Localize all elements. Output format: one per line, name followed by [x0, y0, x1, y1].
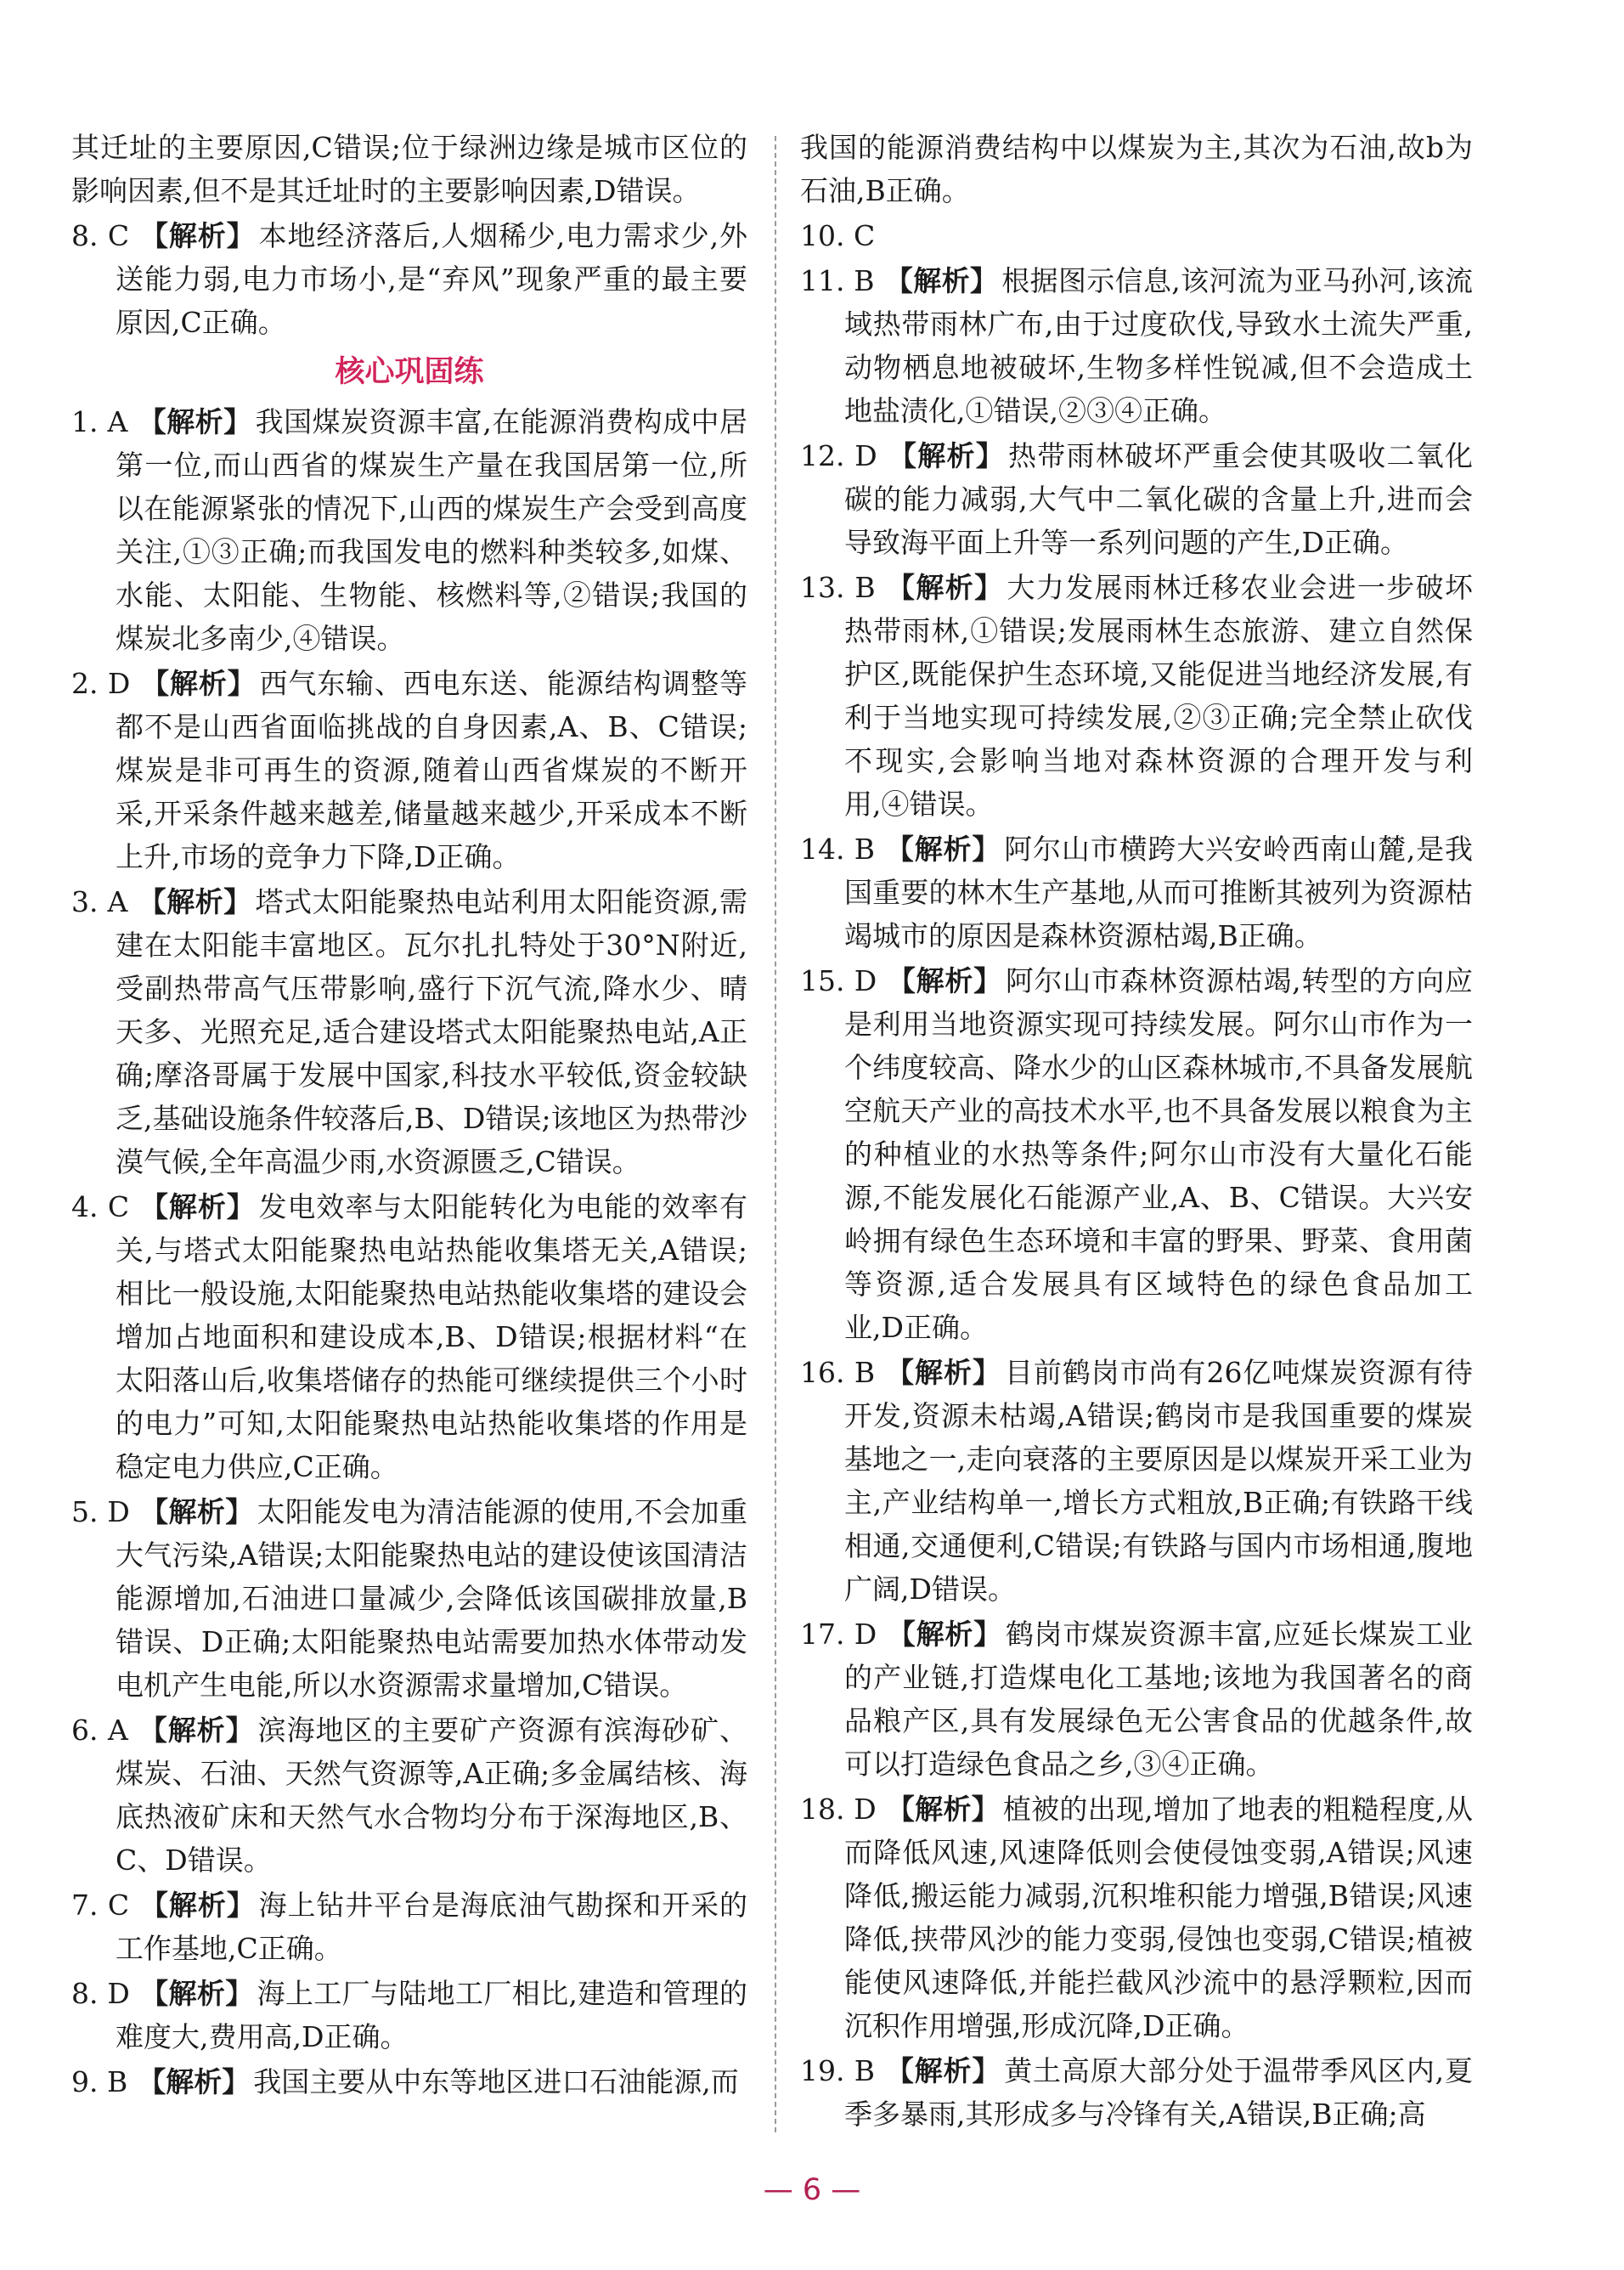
answer-text: 黄土高原大部分处于温带季风区内,夏季多暴雨,其形成多与冷锋有关,A错误,B正确;高 — [844, 2054, 1473, 2131]
left-column — [71, 126, 747, 2105]
continued-text: 其迁址的主要原因,C错误;位于绿洲边缘是城市区位的影响因素,但不是其迁址时的主要影响因素,D错误。 — [71, 131, 747, 207]
analysis-tag: 【解析】 — [885, 2054, 1001, 2087]
answer-item — [71, 1708, 747, 1882]
answer-number: 15. D — [800, 964, 877, 997]
analysis-tag: 【解析】 — [885, 1356, 1001, 1389]
analysis-tag: 【解析】 — [138, 2065, 251, 2098]
answer-text: 阿尔山市横跨大兴安岭西南山麓,是我国重要的林木生产基地,从而可推断其被列为资源枯竭城市的原因是森林资源枯竭,B正确。 — [844, 833, 1473, 952]
answer-item — [800, 259, 1473, 432]
section-title: 核心巩固练 — [335, 355, 484, 389]
analysis-tag: 【解析】 — [138, 885, 252, 918]
answer-text: 我国煤炭资源丰富,在能源消费构成中居第一位,而山西省的煤炭生产量在我国居第一位,所以在能源紧张的情况下,山西的煤炭生产会受到高度关注,①③正确;而我国发电的燃料种类较多,如煤、水能、太阳能、生物能、核燃料等,②错误;我国的煤炭北多南少,④错误。 — [116, 405, 747, 655]
answer-number: 6. A — [71, 1714, 128, 1747]
answer-text: 热带雨林破坏严重会使其吸收二氧化碳的能力减弱,大气中二氧化碳的含量上升,进而会导致海平面上升等一系列问题的产生,D正确。 — [844, 439, 1474, 559]
answer-number: 1. A — [71, 405, 128, 438]
answer-number: 4. C — [71, 1190, 130, 1223]
answer-number: 18. D — [800, 1793, 877, 1826]
answer-item — [800, 959, 1473, 1349]
answer-text: 本地经济落后,人烟稀少,电力需求少,外送能力弱,电力市场小,是“弃风”现象严重的最主要原因,C正确。 — [116, 219, 747, 339]
answer-text: 大力发展雨林迁移农业会进一步破坏热带雨林,①错误;发展雨林生态旅游、建立自然保护区,既能保护生态环境,又能促进当地经济发展,有利于当地实现可持续发展,②③正确;完全禁止砍伐不现实,会影响当地对森林资源的合理开发与利用,④错误。 — [844, 571, 1474, 821]
answer-item — [800, 1612, 1473, 1786]
analysis-tag: 【解析】 — [887, 439, 1006, 472]
column-divider — [775, 136, 776, 2132]
answer-number: 13. B — [800, 571, 876, 604]
answer-number: 8. C — [71, 219, 130, 252]
answer-item — [800, 566, 1473, 826]
analysis-tag: 【解析】 — [887, 964, 1002, 997]
analysis-tag: 【解析】 — [885, 571, 1004, 604]
answer-number: 3. A — [71, 885, 128, 918]
answer-text: 目前鹤岗市尚有26亿吨煤炭资源有待开发,资源未枯竭,A错误;鹤岗市是我国重要的煤炭基地之一,走向衰落的主要原因是以煤炭开采工业为主,产业结构单一,增长方式粗放,B正确;有铁路干线相通,交通便利,C错误;有铁路与国内市场相通,腹地广阔,D错误。 — [844, 1356, 1474, 1606]
answer-item — [800, 214, 1473, 257]
answer-number: 12. D — [800, 439, 877, 472]
page-number: — 6 — — [763, 2173, 861, 2207]
answer-text: 塔式太阳能聚热电站利用太阳能资源,需建在太阳能丰富地区。瓦尔扎扎特处于30°N附近,受副热带高气压带影响,盛行下沉气流,降水少、晴天多、光照充足,适合建设塔式太阳能聚热电站,A正确;摩洛哥属于发展中国家,科技水平较低,资金较缺乏,基础设施条件较落后,B、D错误;该地区为热带沙漠气候,全年高温少雨,水资源匮乏,C错误。 — [116, 885, 747, 1178]
analysis-tag: 【解析】 — [139, 1190, 256, 1223]
answer-text: 根据图示信息,该河流为亚马孙河,该流域热带雨林广布,由于过度砍伐,导致水土流失严重,动物栖息地被破坏,生物多样性锐减,但不会造成土地盐渍化,①错误,②③④正确。 — [844, 264, 1473, 427]
answer-text: 鹤岗市煤炭资源丰富,应延长煤炭工业的产业链,打造煤电化工基地;该地为我国著名的商品粮产区,具有发展绿色无公害食品的优越条件,故可以打造绿色食品之乡,③④正确。 — [844, 1618, 1473, 1781]
analysis-tag: 【解析】 — [886, 1793, 1000, 1826]
answer-text: 植被的出现,增加了地表的粗糙程度,从而降低风速,风速降低则会使侵蚀变弱,A错误;风速降低,搬运能力减弱,沉积堆积能力增强,B错误;风速降低,挟带风沙的能力变弱,侵蚀也变弱,C错误;植被能使风速降低,并能拦截风沙流中的悬浮颗粒,因而沉积作用增强,形成沉降,D正确。 — [844, 1793, 1473, 2042]
analysis-tag: 【解析】 — [139, 1977, 254, 2010]
answer-text: 海上工厂与陆地工厂相比,建造和管理的难度大,费用高,D正确。 — [116, 1977, 748, 2053]
answer-item — [71, 1185, 747, 1488]
answer-item — [71, 880, 747, 1183]
answer-number: 14. B — [800, 833, 876, 866]
analysis-tag: 【解析】 — [885, 833, 1001, 866]
answer-item — [71, 214, 747, 344]
answer-number: 9. B — [71, 2065, 128, 2098]
answer-number: 10. C — [800, 219, 876, 252]
answer-text: 太阳能发电为清洁能源的使用,不会加重大气污染,A错误;太阳能聚热电站的建设使该国清洁能源增加,石油进口量减少,会降低该国碳排放量,B错误、D正确;太阳能聚热电站需要加热水体带动发电机产生电能,所以水资源需求量增加,C错误。 — [116, 1495, 748, 1702]
answer-text: 海上钻井平台是海底油气勘探和开采的工作基地,C正确。 — [116, 1889, 747, 1965]
analysis-tag: 【解析】 — [138, 1714, 255, 1747]
answer-item — [800, 1787, 1473, 2047]
analysis-tag: 【解析】 — [884, 264, 999, 297]
answer-text: 我国主要从中东等地区进口石油能源,而 — [253, 2065, 739, 2098]
answer-item — [800, 827, 1473, 957]
answer-number: 2. D — [71, 667, 131, 700]
answer-number: 8. D — [71, 1977, 130, 2010]
continued-text: 我国的能源消费结构中以煤炭为主,其次为石油,故b为石油,B正确。 — [800, 131, 1473, 207]
answer-text: 发电效率与太阳能转化为电能的效率有关,与塔式太阳能聚热电站热能收集塔无关,A错误;相比一般设施,太阳能聚热电站热能收集塔的建设会增加占地面积和建设成本,B、D错误;根据材料“在太阳落山后,收集塔储存的热能可继续提供三个小时的电力”可知,太阳能聚热电站热能收集塔的作用是稳定电力供应,C正确。 — [116, 1190, 747, 1483]
answer-item — [71, 1490, 747, 1707]
analysis-tag: 【解析】 — [139, 219, 256, 252]
answer-text: 滨海地区的主要矿产资源有滨海砂矿、煤炭、石油、天然气资源等,A正确;多金属结核、海底热液矿床和天然气水合物均分布于深海地区,B、C、D错误。 — [116, 1714, 748, 1877]
answer-item — [71, 1883, 747, 1970]
analysis-tag: 【解析】 — [139, 1495, 254, 1528]
right-column — [800, 126, 1473, 2137]
answer-number: 11. B — [800, 264, 875, 297]
answer-number: 17. D — [800, 1618, 877, 1651]
analysis-tag: 【解析】 — [138, 405, 252, 438]
analysis-tag: 【解析】 — [887, 1618, 1002, 1651]
answer-text: 阿尔山市森林资源枯竭,转型的方向应是利用当地资源实现可持续发展。阿尔山市作为一个纬度较高、降水少的山区森林城市,不具备发展航空航天产业的高技术水平,也不具备发展以粮食为主的种植业的水热等条件;阿尔山市没有大量化石能源,不能发展化石能源产业,A、B、C错误。大兴安岭拥有绿色生态环境和丰富的野果、野菜、食用菌等资源,适合发展具有区域特色的绿色食品加工业,D正确。 — [844, 964, 1473, 1344]
answer-item — [71, 400, 747, 660]
answer-number: 7. C — [71, 1889, 130, 1922]
answer-item — [800, 1351, 1473, 1611]
answer-item — [71, 1972, 747, 2058]
answer-item — [71, 2060, 747, 2103]
analysis-tag: 【解析】 — [140, 667, 257, 700]
answer-item — [71, 662, 747, 878]
analysis-tag: 【解析】 — [139, 1889, 256, 1922]
answer-item — [800, 2049, 1473, 2136]
answer-number: 5. D — [71, 1495, 130, 1528]
answer-item — [800, 434, 1473, 564]
answer-text: 西气东输、西电东送、能源结构调整等都不是山西省面临挑战的自身因素,A、B、C错误;煤炭是非可再生的资源,随着山西省煤炭的不断开采,开采条件越来越差,储量越来越少,开采成本不断上升,市场的竞争力下降,D正确。 — [116, 667, 747, 873]
answer-number: 16. B — [800, 1356, 876, 1389]
answer-number: 19. B — [800, 2054, 876, 2087]
